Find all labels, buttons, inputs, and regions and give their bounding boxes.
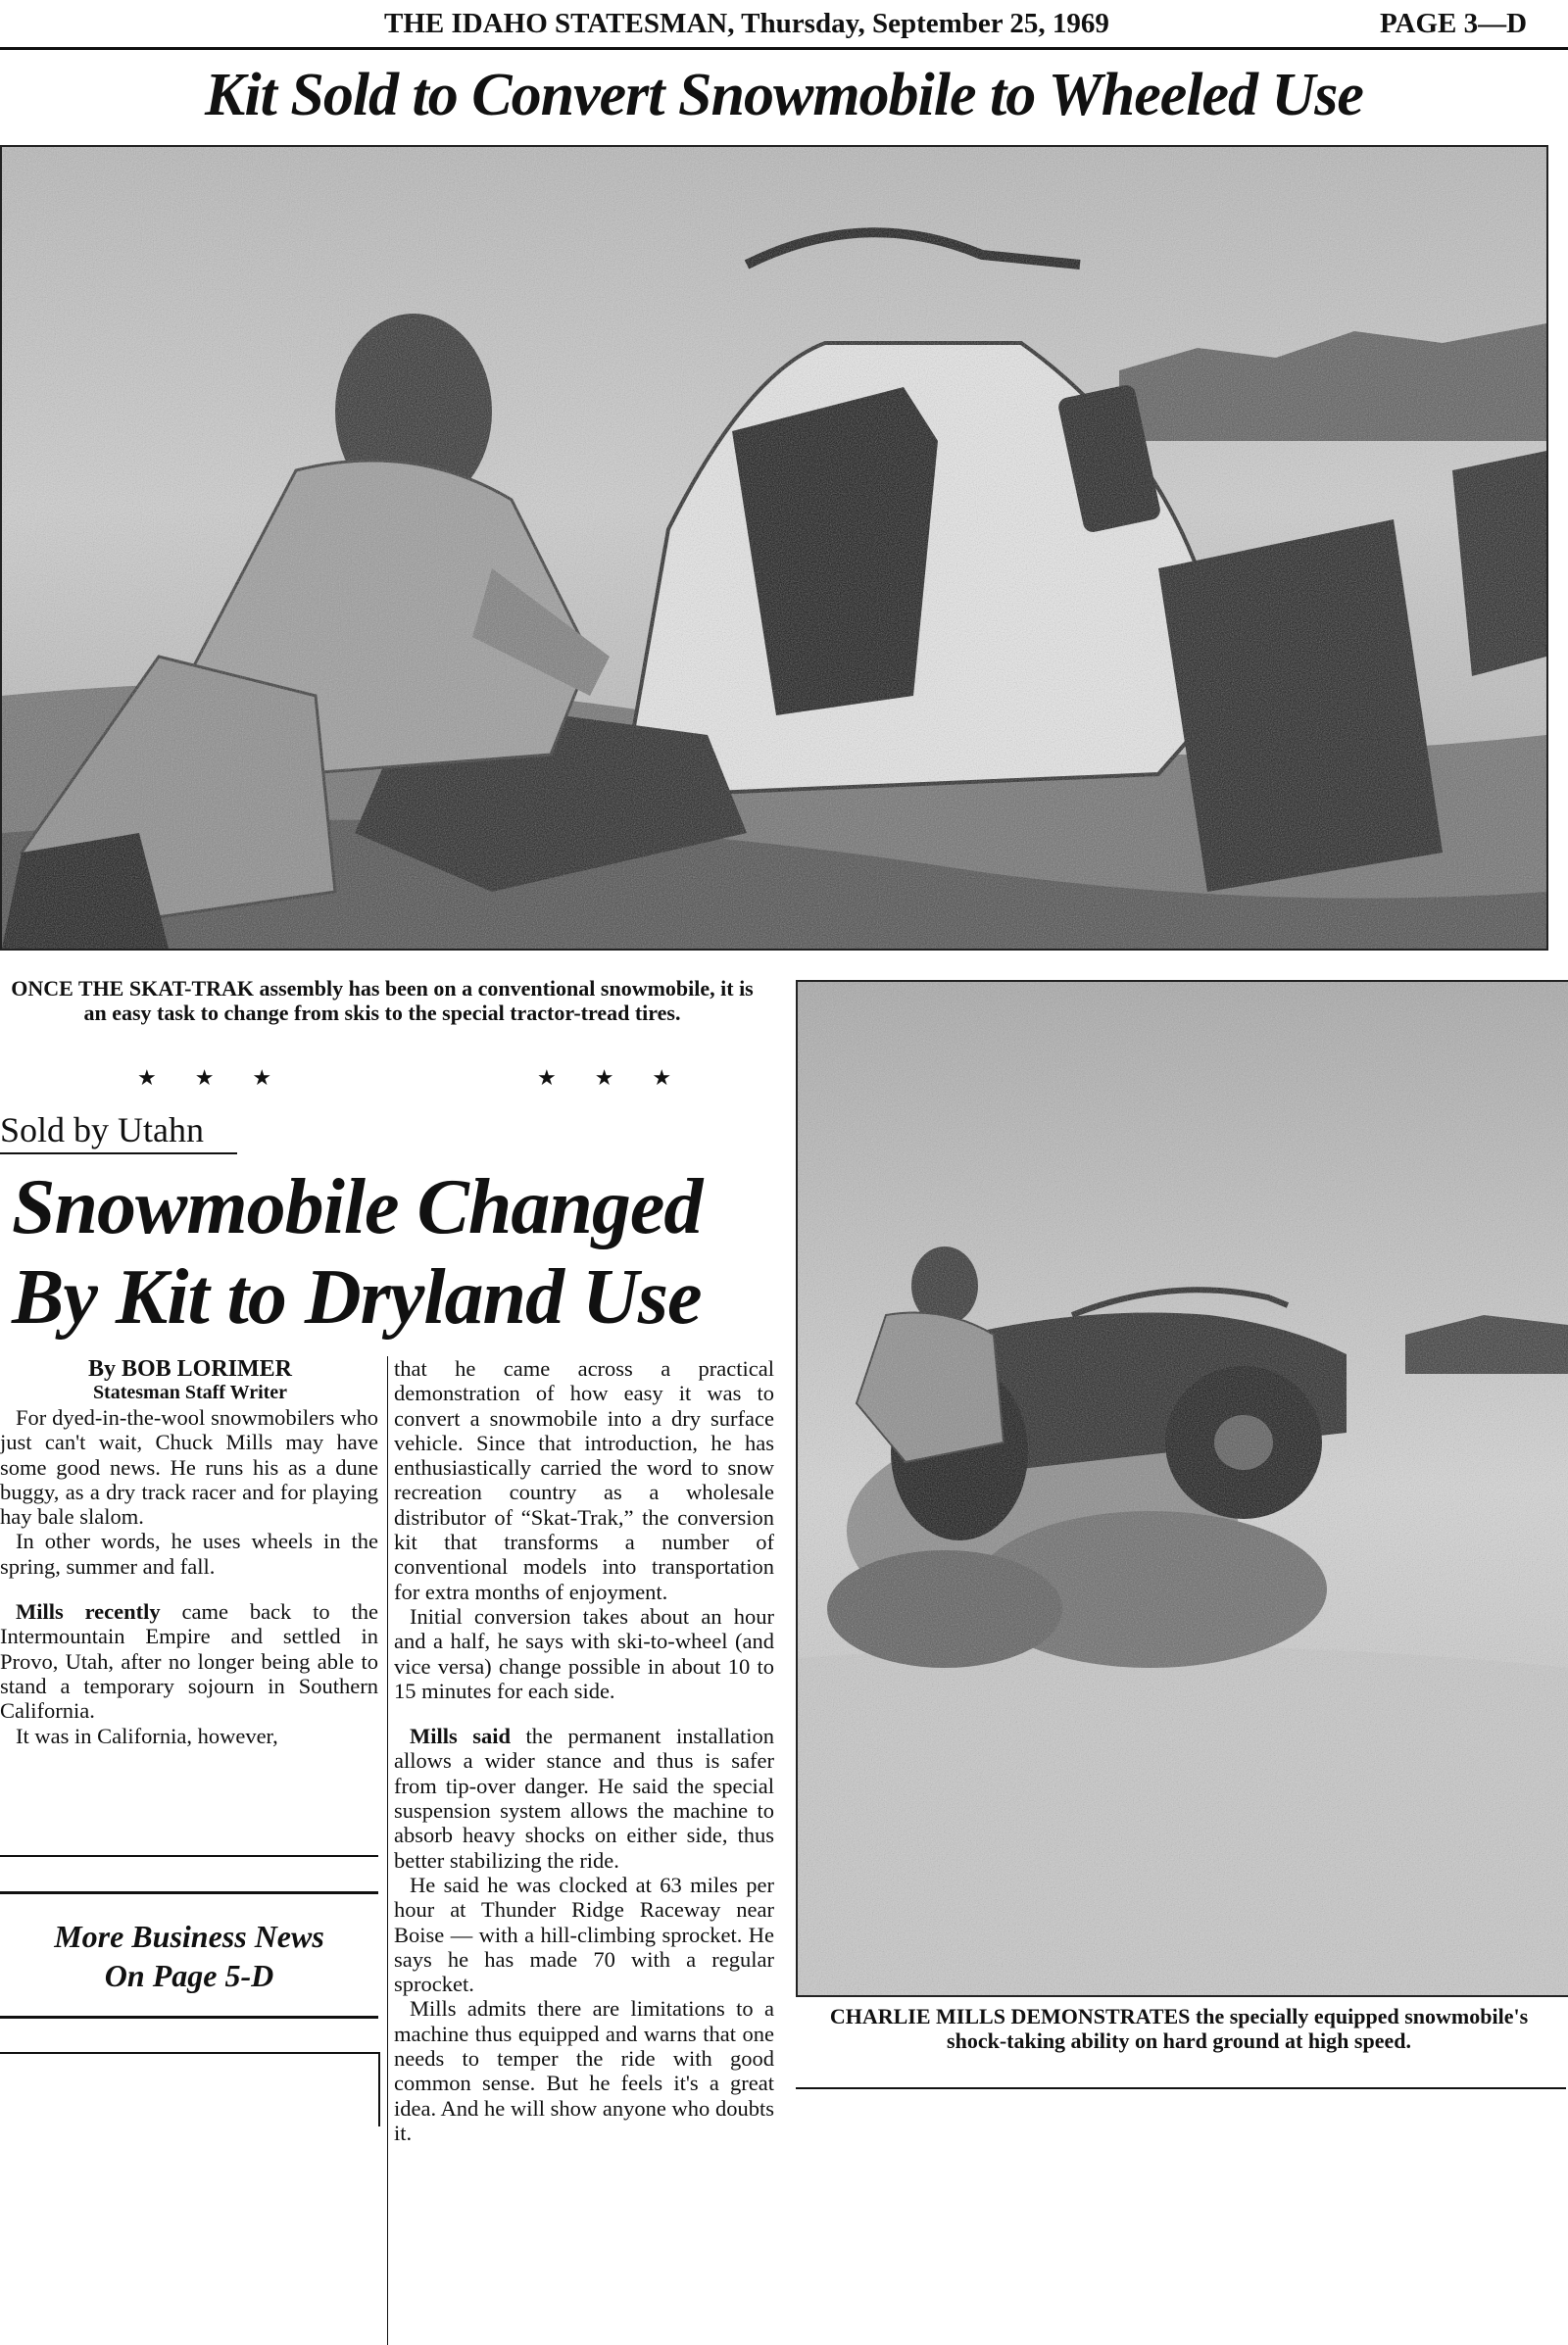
- empty-box-top-rule: [0, 2052, 378, 2054]
- col2-para-5: Mills admits there are limitations to a machine thus equipped and warns that one needs to temper the ride with good common sense. But he feels it's a great idea. And he will show anyone who doubts it.: [394, 1996, 774, 2145]
- main-headline: Kit Sold to Convert Snowmobile to Wheeled Use: [205, 62, 1363, 128]
- photo-kneeling-man-snowmobile: [0, 145, 1548, 951]
- page-number: PAGE 3—D: [1380, 8, 1528, 39]
- story-headline: [12, 1162, 766, 1343]
- photo1-caption: [10, 976, 755, 1025]
- photo2-caption-lead: CHARLIE MILLS DEMONSTRATES: [829, 2004, 1191, 2028]
- col1-para-3-lead: Mills recently: [16, 1599, 161, 1625]
- story-column-2: [394, 1356, 774, 2145]
- column-separator: [387, 1356, 388, 2345]
- promo-box[interactable]: [0, 1917, 378, 1995]
- col2-para-2: Initial conversion takes about an hour and a half, he says with ski-to-wheel (and vice versa) change possible in about 10 to 15 minutes for each side.: [394, 1603, 774, 1703]
- story-kicker: Sold by Utahn: [0, 1110, 205, 1149]
- photo2-caption: [809, 2004, 1548, 2053]
- col1-end-rule: [0, 1855, 378, 1857]
- col1-para-3: Mills recently came back to the Intermountain Empire and settled in Provo, Utah, after no longer being able to stand a temporary sojourn in Southern California.: [0, 1599, 378, 1724]
- masthead: THE IDAHO STATESMAN, Thursday, September 25, 1969: [384, 8, 1109, 39]
- col2-para-3-lead: Mills said: [410, 1724, 512, 1749]
- byline: [14, 1356, 367, 1403]
- col1-para-2: In other words, he uses wheels in the spring, summer and fall.: [0, 1529, 378, 1579]
- promo-line-1: More Business News: [54, 1919, 324, 1954]
- section-stars-right: ★ ★ ★: [537, 1066, 688, 1091]
- photo-snowmobile-in-motion: [796, 980, 1568, 1997]
- col1-para-4: It was in California, however,: [16, 1723, 278, 1748]
- story-headline-line1: Snowmobile Changed: [12, 1164, 703, 1250]
- col1-para-1: For dyed-in-the-wool snowmobilers who just can't wait, Chuck Mills may have some good news. He runs his as a dune buggy, as a dry track racer and for playing hay bale slalom.: [0, 1405, 378, 1530]
- col2-para-1: that he came across a practical demonstration of how easy it was to convert a snowmobile into a dry surface vehicle. Since that introduction, he has enthusiastically carried the word to snow recreation country as a wholesale distributor of “Skat-Trak,” the conversion kit that transforms a number of conventional models into transportation for extra months of enjoyment.: [394, 1356, 774, 1604]
- promo-top-rule: [0, 1891, 378, 1894]
- promo-line-2: On Page 5-D: [104, 1958, 274, 1993]
- photo2-caption-rule: [796, 2087, 1566, 2089]
- kicker-underline: [0, 1152, 237, 1154]
- header-rule: [0, 47, 1568, 50]
- byline-name: By BOB LORIMER: [87, 1356, 293, 1382]
- page-header: [0, 4, 1568, 47]
- col2-para-3: Mills said the permanent installation allows a wider stance and thus is safer from tip-over danger. He said the special suspension system allows the machine to absorb heavy shocks on either side, thus better stabilizing the ride.: [394, 1724, 774, 1873]
- photo1-caption-lead: ONCE THE SKAT-TRAK: [11, 976, 255, 1001]
- story-column-1: [0, 1405, 378, 1748]
- col2-para-4: He said he was clocked at 63 miles per hour at Thunder Ridge Raceway near Boise — with a hill-climbing sprocket. He says he has made 70 with a regular sprocket.: [394, 1872, 774, 1997]
- story-headline-line2: By Kit to Dryland Use: [12, 1254, 702, 1341]
- empty-box-side-rule: [378, 2052, 380, 2126]
- byline-title: Statesman Staff Writer: [92, 1382, 288, 1403]
- promo-bottom-rule: [0, 2016, 378, 2019]
- photo2-caption-text: the specially equipped snowmobile's shock-taking ability on hard ground at high speed.: [947, 2004, 1529, 2053]
- photo1-caption-text: assembly has been on a conventional snowmobile, it is an easy task to change from skis to the special tractor-tread tires.: [83, 976, 754, 1025]
- section-stars-left: ★ ★ ★: [137, 1066, 288, 1091]
